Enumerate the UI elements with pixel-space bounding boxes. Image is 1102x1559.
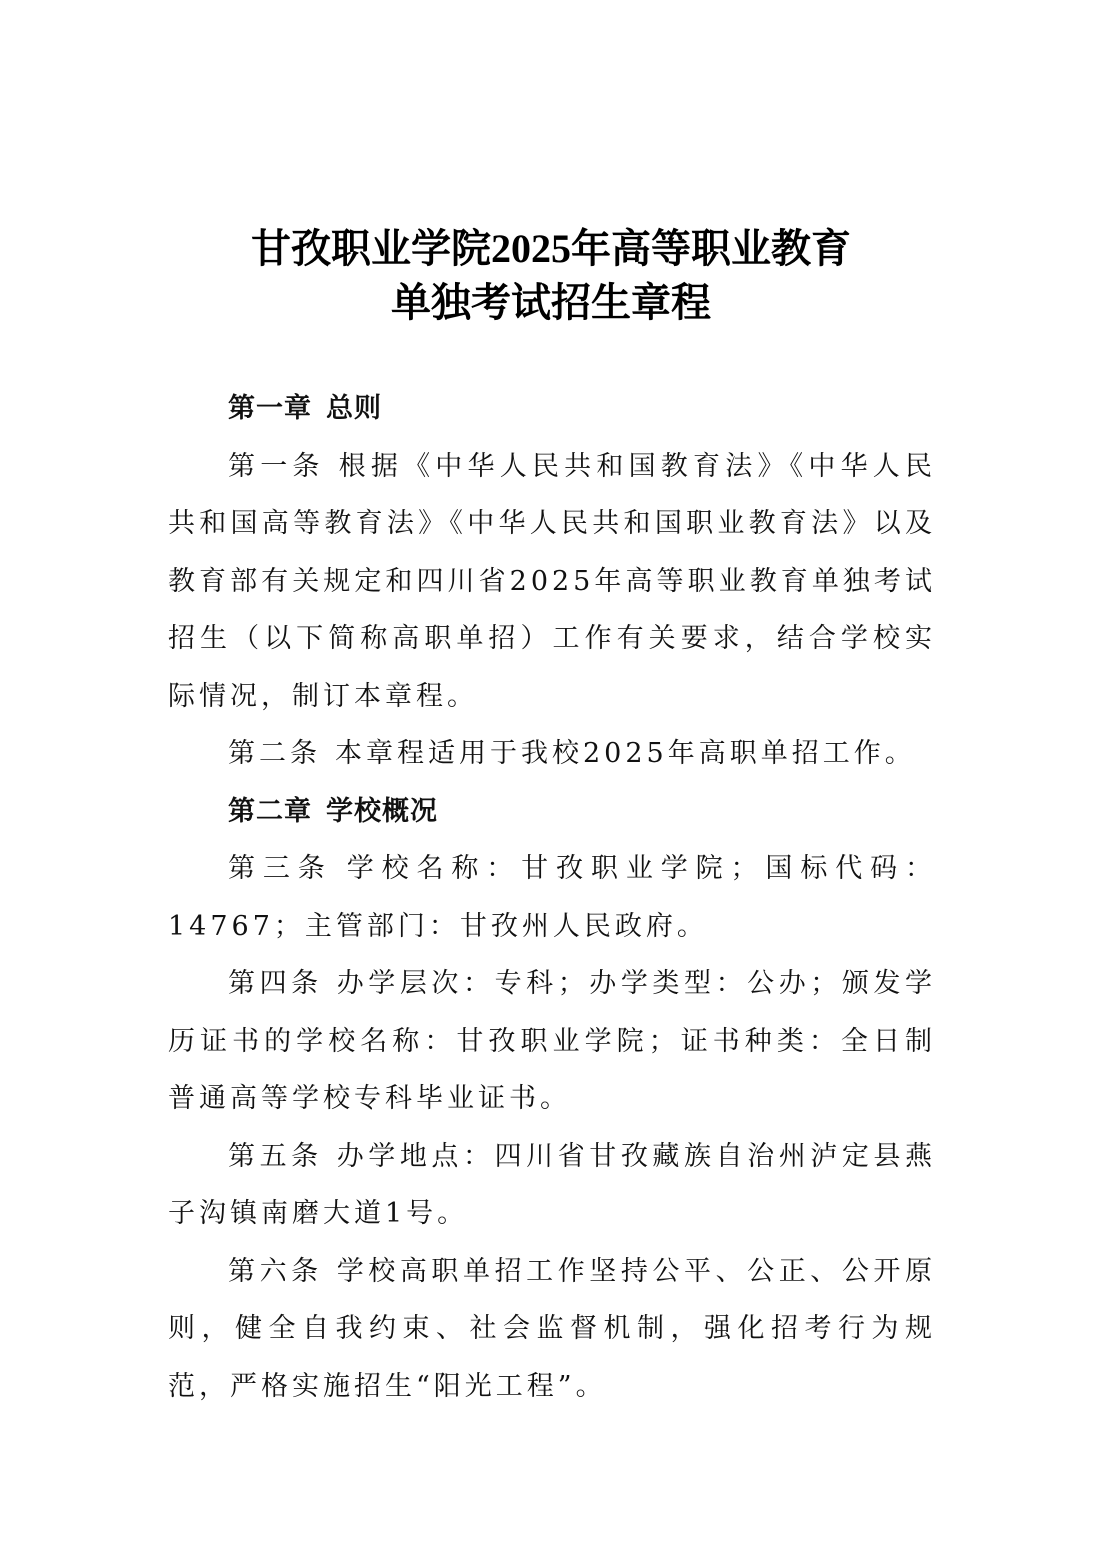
article-6 bbox=[168, 1243, 936, 1416]
title-line-1: 甘孜职业学院2025年高等职业教育 bbox=[251, 226, 851, 271]
article-2 bbox=[168, 725, 936, 783]
article-label: 第一条 bbox=[228, 450, 325, 482]
article-5 bbox=[168, 1128, 936, 1243]
article-text: 学校高职单招工作坚持公平、公正、公开原则，健全自我约束、社会监督机制，强化招考行为规范，严格实施招生“阳光工程”。 bbox=[168, 1255, 937, 1402]
chapter-name: 总则 bbox=[326, 393, 382, 424]
chapter-heading-2 bbox=[168, 783, 936, 841]
article-label: 第四条 bbox=[228, 968, 323, 999]
article-3 bbox=[168, 840, 936, 955]
article-4 bbox=[168, 955, 936, 1128]
article-label: 第五条 bbox=[228, 1140, 323, 1172]
article-text: 办学地点：四川省甘孜藏族自治州泸定县燕子沟镇南磨大道1号。 bbox=[168, 1140, 937, 1229]
article-text: 学校名称：甘孜职业学院；国标代码：14767；主管部门：甘孜州人民政府。 bbox=[168, 853, 937, 942]
document-body bbox=[168, 380, 936, 1415]
article-text: 本章程适用于我校2025年高职单招工作。 bbox=[335, 738, 916, 769]
article-1 bbox=[168, 438, 936, 726]
article-text: 办学层次：专科；办学类型：公办；颁发学历证书的学校名称：甘孜职业学院；证书种类：全日制普通高等学校专科毕业证书。 bbox=[168, 968, 937, 1114]
document-title bbox=[200, 222, 902, 330]
title-line-2: 单独考试招生章程 bbox=[391, 280, 711, 325]
chapter-label: 第二章 bbox=[228, 795, 312, 827]
article-label: 第二条 bbox=[228, 738, 321, 769]
chapter-label: 第一章 bbox=[228, 393, 312, 424]
article-label: 第六条 bbox=[228, 1255, 323, 1287]
chapter-heading-1 bbox=[168, 380, 936, 438]
chapter-name: 学校概况 bbox=[326, 795, 438, 827]
article-text: 根据《中华人民共和国教育法》《中华人民共和国高等教育法》《中华人民共和国职业教育法》以及教育部有关规定和四川省2025年高等职业教育单独考试招生（以下简称高职单招）工作有关要求，结合学校实际情况，制订本章程。 bbox=[168, 450, 937, 712]
article-label: 第三条 bbox=[228, 853, 333, 884]
